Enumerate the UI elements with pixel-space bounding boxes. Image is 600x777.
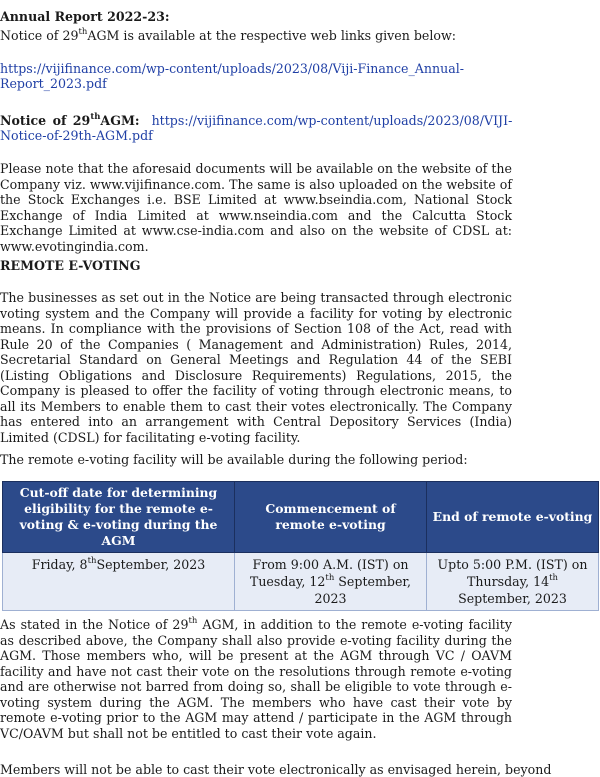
table-header-row — [3, 482, 599, 553]
agm-notice-line: Notice of 29thAGM: https://vijifinance.com/wp-content/uploads/2023/08/VIJI- — [0, 112, 513, 128]
availability-paragraph: Please note that the aforesaid documents will be available on the website of the Company viz. www.vijifinance.com. The same is also uploaded on the website of the Stock Exchanges i.e. BSE Limited at www.bseindia.com, National Stock Exchange of India Limited at www.nseindia.com and the Calcutta Stock Exchange Limited at www.cse-india.com and also on the website of CDSL at: www.evotingindia.com. — [0, 161, 512, 254]
cell-end: Upto 5:00 P.M. (IST) on Thursday, 14th September, 2023 — [427, 553, 599, 611]
annual-report-heading: Annual Report 2022-23: — [0, 9, 170, 24]
header-end: End of remote e-voting — [427, 482, 599, 553]
period-intro: The remote e-voting facility will be available during the following period: — [0, 452, 468, 467]
remote-evoting-paragraph: The businesses as set out in the Notice are being transacted through electronic voting system and the Company will provide a facility for voting by electronic means. In compliance with the provisions of Section 108 of the Act, read with Rule 20 of the Companies ( Management and Administration) Rules, 2014, Secretarial Standard on General Meetings and Regulation 44 of the SEBI (Listing Obligations and Disclosure Requirements) Regulations, 2015, the Company is pleased to offer the facility of voting through electronic means, to all its Members to enable them to cast their votes electronically. The Company has entered into an arrangement with Central Depository Services (India) Limited (CDSL) for facilitating e-voting facility. — [0, 290, 512, 445]
agm-evoting-paragraph: As stated in the Notice of 29th AGM, in addition to the remote e-voting facility as described above, the Company shall also provide e-voting facility during the AGM. Those members who, will be present at the AGM through VC / OAVM facility and have not cast their vote on the resolutions through remote e-voting and are otherwise not barred from doing so, shall be eligible to vote through e-voting system during the AGM. The members who have cast their vote by remote e-voting prior to the AGM may attend / participate in the AGM through VC/OAVM but shall not be entitled to cast their vote again. — [0, 616, 512, 741]
cell-cutoff-date: Friday, 8thSeptember, 2023 — [3, 553, 235, 611]
cell-commencement: From 9:00 A.M. (IST) on Tuesday, 12th September, 2023 — [235, 553, 427, 611]
header-cutoff-date: Cut-off date for determining eligibility for the remote e-voting & e-voting during the AGM — [3, 482, 235, 553]
table-row — [3, 553, 599, 611]
last-line: Members will not be able to cast their vote electronically as envisaged herein, beyond — [0, 762, 552, 777]
annual-report-link-cont[interactable]: Report_2023.pdf — [0, 76, 107, 91]
remote-evoting-heading: REMOTE E-VOTING — [0, 258, 141, 273]
header-commencement: Commencement of remote e-voting — [235, 482, 427, 553]
agm-notice-link-cont[interactable]: Notice-of-29th-AGM.pdf — [0, 128, 153, 143]
annual-report-notice-line: Notice of 29thAGM is available at the respective web links given below: — [0, 27, 457, 43]
agm-notice-link[interactable]: https://vijifinance.com/wp-content/uploads/2023/08/VIJI- — [151, 113, 513, 128]
annual-report-link[interactable]: https://vijifinance.com/wp-content/uploads/2023/08/Viji-Finance_Annual- — [0, 61, 465, 76]
evoting-period-table — [2, 481, 599, 611]
